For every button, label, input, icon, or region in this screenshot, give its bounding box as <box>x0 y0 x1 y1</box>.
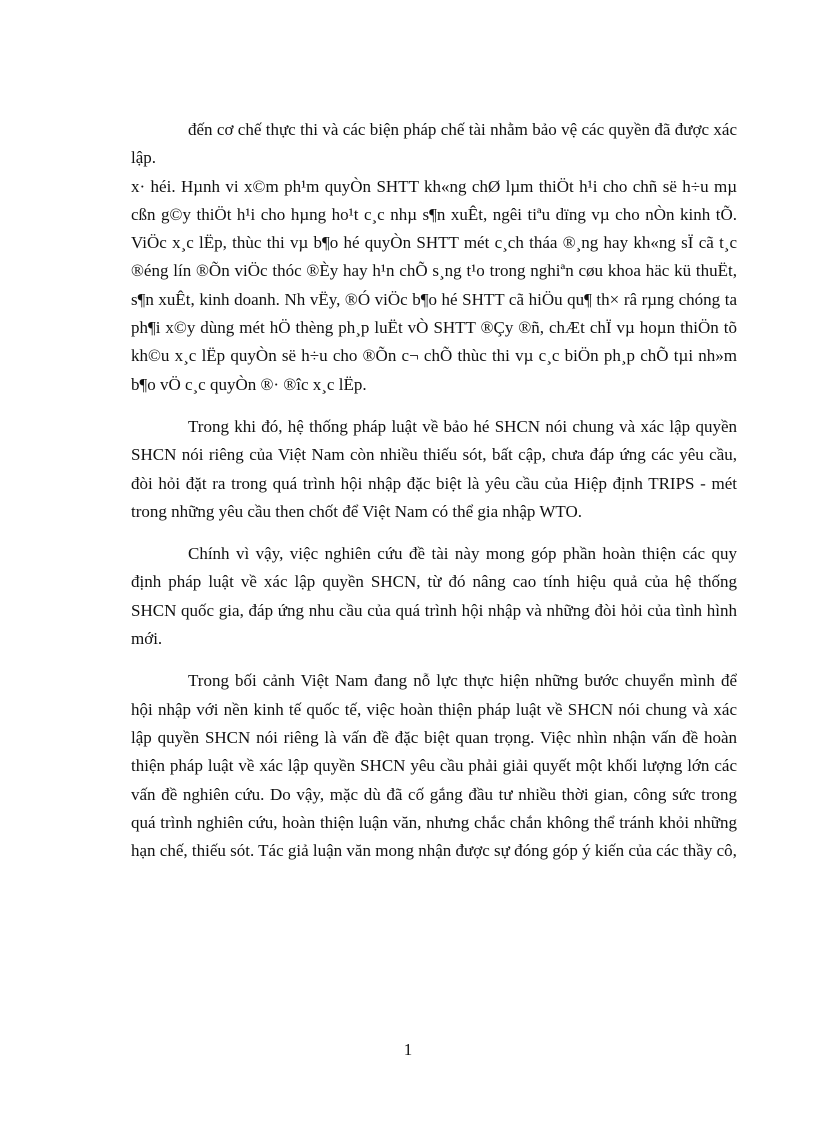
paragraph-3: Trong khi đó, hệ thống pháp luật về bảo hé SHCN nói chung và xác lập quyền SHCN nói riêng của Việt Nam còn nhiều thiếu sót, bất cập, chưa đáp ứng các yêu cầu, đòi hỏi đặt ra trong quá trình hội nhập đặc biệt là yêu cầu của Hiệp định TRIPS - mét trong những yêu cầu then chốt để Việt Nam có thể gia nhập WTO. <box>131 416 737 521</box>
document-body <box>131 116 737 865</box>
page-number: 1 <box>403 1040 413 1059</box>
paragraph-1: đến cơ chế thực thi và các biện pháp chế tài nhằm bảo vệ các quyền đã được xác lập. <box>131 120 737 168</box>
paragraph-5: Trong bối cảnh Việt Nam đang nỗ lực thực hiện những bước chuyển mình để hội nhập với nền kinh tế quốc tế, việc hoàn thiện pháp luật về SHCN nói chung và xác lập quyền SHCN nói riêng là vấn đề đặc biệt quan trọng. Việc nhìn nhận vấn đề hoàn thiện pháp luật về xác lập quyền SHCN yêu cầu phải giải quyết một khối lượng lớn các vấn đề nghiên cứu. Do vậy, mặc dù đã cố gắng đầu tư nhiều thời gian, công sức trong quá trình nghiên cứu, hoàn thiện luận văn, nhưng chắc chắn không thể tránh khỏi những hạn chế, thiếu sót. Tác giả luận văn mong nhận được sự đóng góp ý kiến của các thầy cô, <box>131 671 737 861</box>
paragraph-2: x· héi. Hµnh vi x©m ph¹m quyÒn SHTT kh«ng chØ lµm thiÖt h¹i cho chñ së h÷u mµ cßn g©y thiÖt h¹i cho hµng ho¹t c¸c nhµ s¶n xuÊt, ngêi tiªu dïng vµ cho nÒn kinh tÕ. ViÖc x¸c lËp, thùc thi vµ b¶o hé quyÒn SHTT mét c¸ch tháa ®¸ng hay kh«ng sÏ cã t¸c ®éng lín ®Õn viÖc thóc ®Èy hay h¹n chÕ s¸ng t¹o trong nghiªn cøu khoa häc kü thuËt, s¶n xuÊt, kinh doanh. Nh vËy, ®Ó viÖc b¶o hé SHTT cã hiÖu qu¶ th× râ rµng chóng ta ph¶i x©y dùng mét hÖ thèng ph¸p luËt vÒ SHTT ®Çy ®ñ, chÆt chÏ vµ hoµn thiÖn tõ kh©u x¸c lËp quyÒn së h÷u cho ®Õn c¬ chÕ thùc thi vµ c¸c biÖn ph¸p chÕ tµi nh»m b¶o vÖ c¸c quyÒn ®· ®îc x¸c lËp. <box>131 176 737 394</box>
paragraph-4: Chính vì vậy, việc nghiên cứu đề tài này mong góp phần hoàn thiện các quy định pháp luật về xác lập quyền SHCN, từ đó nâng cao tính hiệu quả của hệ thống SHCN quốc gia, đáp ứng nhu cầu của quá trình hội nhập và những đòi hỏi của tình hình mới. <box>131 544 737 649</box>
